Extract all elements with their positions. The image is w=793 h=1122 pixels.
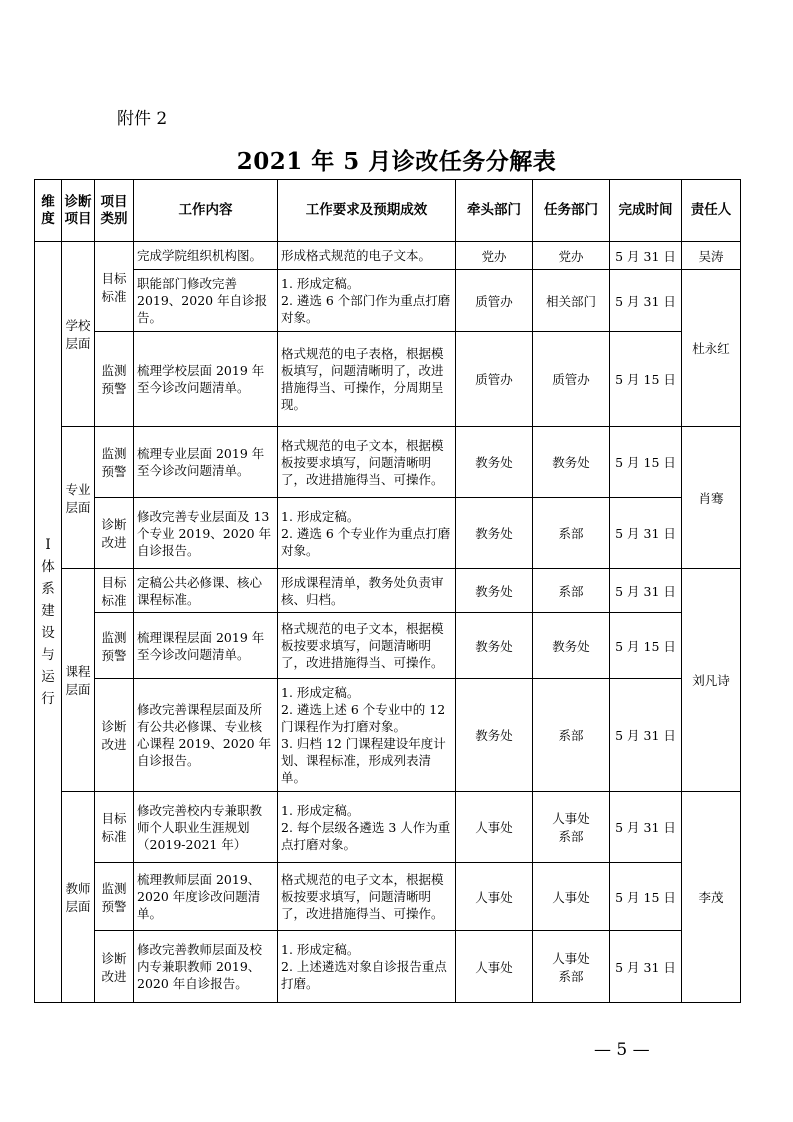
requirements-cell: 形成课程清单，教务处负责审核、归档。: [278, 569, 456, 613]
requirements-cell: 形成格式规范的电子文本。: [278, 242, 456, 270]
type-cell: 监测 预警: [95, 427, 134, 498]
header-content: 工作内容: [134, 180, 278, 242]
task-dept-cell: 系部: [533, 679, 610, 792]
requirements-cell: 格式规范的电子文本，根据模板按要求填写，问题清晰明了，改进措施得当、可操作。: [278, 863, 456, 931]
type-cell: 监测 预警: [95, 863, 134, 931]
lead-dept-cell: 教务处: [456, 679, 533, 792]
requirements-cell: 格式规范的电子文本，根据模板按要求填写，问题清晰明了，改进措施得当、可操作。: [278, 427, 456, 498]
header-task-dept: 任务部门: [533, 180, 610, 242]
table-row: [35, 679, 741, 792]
lead-dept-cell: 教务处: [456, 498, 533, 569]
deadline-cell: 5 月 31 日: [610, 931, 682, 1003]
deadline-cell: 5 月 15 日: [610, 863, 682, 931]
owner-cell: 李茂: [682, 792, 741, 1003]
table-row: [35, 498, 741, 569]
lead-dept-cell: 质管办: [456, 270, 533, 332]
table-row: [35, 569, 741, 613]
task-dept-cell: 系部: [533, 569, 610, 613]
deadline-cell: 5 月 15 日: [610, 332, 682, 427]
task-dept-cell: 人事处 系部: [533, 792, 610, 863]
owner-cell: 吴涛: [682, 242, 741, 270]
table-row: [35, 270, 741, 332]
group-course: 课程 层面: [62, 569, 95, 792]
table-row: [35, 613, 741, 679]
lead-dept-cell: 人事处: [456, 931, 533, 1003]
requirements-cell: 1. 形成定稿。 2. 每个层级各遴选 3 人作为重点打磨对象。: [278, 792, 456, 863]
group-major: 专业 层面: [62, 427, 95, 569]
task-dept-cell: 相关部门: [533, 270, 610, 332]
owner-cell: 肖骞: [682, 427, 741, 569]
deadline-cell: 5 月 15 日: [610, 613, 682, 679]
header-lead-dept: 牵头部门: [456, 180, 533, 242]
type-cell: 诊断 改进: [95, 498, 134, 569]
task-dept-cell: 教务处: [533, 427, 610, 498]
requirements-cell: 格式规范的电子表格，根据模板填写，问题清晰明了，改进措施得当、可操作，分周期呈现。: [278, 332, 456, 427]
type-cell: 目标 标准: [95, 242, 134, 332]
table-row: [35, 427, 741, 498]
lead-dept-cell: 党办: [456, 242, 533, 270]
task-dept-cell: 党办: [533, 242, 610, 270]
deadline-cell: 5 月 31 日: [610, 270, 682, 332]
type-cell: 诊断 改进: [95, 679, 134, 792]
type-cell: 目标 标准: [95, 569, 134, 613]
requirements-cell: 1. 形成定稿。 2. 遴选 6 个专业作为重点打磨对象。: [278, 498, 456, 569]
deadline-cell: 5 月 31 日: [610, 792, 682, 863]
lead-dept-cell: 教务处: [456, 427, 533, 498]
table-row: [35, 792, 741, 863]
attachment-label: 附件 2: [117, 109, 168, 129]
type-cell: 监测 预警: [95, 613, 134, 679]
content-cell: 修改完善校内专兼职教师个人职业生涯规划（2019-2021 年）: [134, 792, 278, 863]
content-cell: 梳理课程层面 2019 年至今诊改问题清单。: [134, 613, 278, 679]
task-dept-cell: 质管办: [533, 332, 610, 427]
table-row: [35, 931, 741, 1003]
deadline-cell: 5 月 15 日: [610, 427, 682, 498]
header-deadline: 完成时间: [610, 180, 682, 242]
content-cell: 梳理教师层面 2019、2020 年度诊改问题清单。: [134, 863, 278, 931]
content-cell: 定稿公共必修课、核心课程标准。: [134, 569, 278, 613]
dimension-cell: Ⅰ 体 系 建 设 与 运 行: [35, 242, 62, 1003]
type-cell: 目标 标准: [95, 792, 134, 863]
table-row: [35, 242, 741, 270]
content-cell: 修改完善课程层面及所有公共必修课、专业核心课程 2019、2020 年自诊报告。: [134, 679, 278, 792]
document-title: 2021 年 5 月诊改任务分解表: [236, 148, 557, 175]
content-cell: 修改完善专业层面及 13 个专业 2019、2020 年自诊报告。: [134, 498, 278, 569]
deadline-cell: 5 月 31 日: [610, 679, 682, 792]
owner-cell: 杜永红: [682, 270, 741, 427]
header-proj-type: 项目 类别: [95, 180, 134, 242]
header-row: [35, 180, 741, 242]
type-cell: 诊断 改进: [95, 931, 134, 1003]
header-requirements: 工作要求及预期成效: [278, 180, 456, 242]
requirements-cell: 1. 形成定稿。 2. 遴选 6 个部门作为重点打磨对象。: [278, 270, 456, 332]
deadline-cell: 5 月 31 日: [610, 498, 682, 569]
requirements-cell: 格式规范的电子文本，根据模板按要求填写，问题清晰明了，改进措施得当、可操作。: [278, 613, 456, 679]
lead-dept-cell: 人事处: [456, 863, 533, 931]
lead-dept-cell: 质管办: [456, 332, 533, 427]
content-cell: 梳理专业层面 2019 年至今诊改问题清单。: [134, 427, 278, 498]
lead-dept-cell: 教务处: [456, 569, 533, 613]
lead-dept-cell: 人事处: [456, 792, 533, 863]
header-dimension: 维 度: [35, 180, 62, 242]
lead-dept-cell: 教务处: [456, 613, 533, 679]
deadline-cell: 5 月 31 日: [610, 569, 682, 613]
content-cell: 梳理学校层面 2019 年至今诊改问题清单。: [134, 332, 278, 427]
task-table: [34, 179, 741, 1003]
header-diag-item: 诊断 项目: [62, 180, 95, 242]
table-row: [35, 863, 741, 931]
group-teacher: 教师 层面: [62, 792, 95, 1003]
requirements-cell: 1. 形成定稿。 2. 上述遴选对象自诊报告重点打磨。: [278, 931, 456, 1003]
group-school: 学校 层面: [62, 242, 95, 427]
type-cell: 监测 预警: [95, 332, 134, 427]
content-cell: 完成学院组织机构图。: [134, 242, 278, 270]
requirements-cell: 1. 形成定稿。 2. 遴选上述 6 个专业中的 12 门课程作为打磨对象。 3. 归档 12 门课程建设年度计划、课程标准，形成列表清单。: [278, 679, 456, 792]
task-dept-cell: 教务处: [533, 613, 610, 679]
task-dept-cell: 系部: [533, 498, 610, 569]
deadline-cell: 5 月 31 日: [610, 242, 682, 270]
content-cell: 修改完善教师层面及校内专兼职教师 2019、2020 年自诊报告。: [134, 931, 278, 1003]
task-dept-cell: 人事处: [533, 863, 610, 931]
owner-cell: 刘凡诗: [682, 569, 741, 792]
page-number: — 5 —: [594, 1040, 650, 1060]
content-cell: 职能部门修改完善 2019、2020 年自诊报告。: [134, 270, 278, 332]
table-row: [35, 332, 741, 427]
header-owner: 责任人: [682, 180, 741, 242]
task-dept-cell: 人事处 系部: [533, 931, 610, 1003]
